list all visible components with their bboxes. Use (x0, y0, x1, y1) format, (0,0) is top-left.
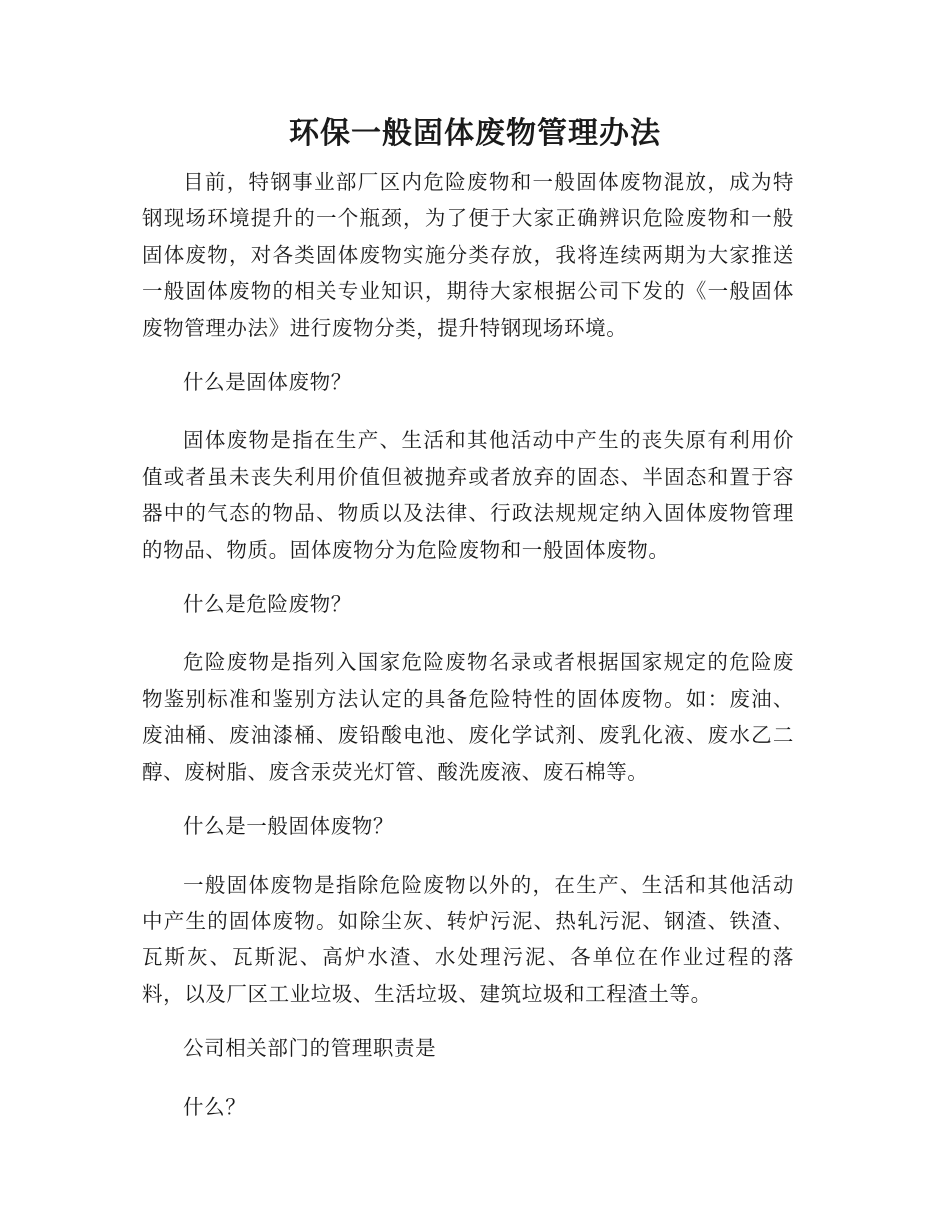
department-responsibility-heading: 公司相关部门的管理职责是 (183, 1036, 437, 1061)
document-body (142, 164, 794, 1147)
document-title: 环保一般固体废物管理办法 (289, 116, 661, 151)
question-solid-waste: 什么是固体废物？ (183, 370, 352, 395)
solid-waste-definition: 固体废物是指在生产、生活和其他活动中产生的丧失原有利用价值或者虽未丧失利用价值但被抛弃或者放弃的固态、半固态和置于容器中的气态的物品、物质以及法律、行政法规规定纳入固体废物管理的物品、物质。固体废物分为危险废物和一般固体废物。 (142, 428, 794, 562)
question-hazardous-waste: 什么是危险废物？ (183, 592, 352, 617)
general-solid-waste-definition: 一般固体废物是指除危险废物以外的，在生产、生活和其他活动中产生的固体废物。如除尘灰、转炉污泥、热轧污泥、钢渣、铁渣、瓦斯灰、瓦斯泥、高炉水渣、水处理污泥、各单位在作业过程的落料，以及厂区工业垃圾、生活垃圾、建筑垃圾和工程渣土等。 (142, 872, 794, 1006)
question-general-solid-waste: 什么是一般固体废物？ (183, 814, 394, 839)
hazardous-waste-definition: 危险废物是指列入国家危险废物名录或者根据国家规定的危险废物鉴别标准和鉴别方法认定的具备危险特性的固体废物。如：废油、废油桶、废油漆桶、废铅酸电池、废化学试剂、废乳化液、废水乙二醇、废树脂、废含汞荧光灯管、酸洗废液、废石棉等。 (142, 650, 794, 784)
department-responsibility-heading-cont: 什么？ (183, 1094, 247, 1119)
intro-paragraph: 目前，特钢事业部厂区内危险废物和一般固体废物混放，成为特钢现场环境提升的一个瓶颈，为了便于大家正确辨识危险废物和一般固体废物，对各类固体废物实施分类存放，我将连续两期为大家推送一般固体废物的相关专业知识，期待大家根据公司下发的《一般固体废物管理办法》进行废物分类，提升特钢现场环境。 (142, 170, 794, 340)
